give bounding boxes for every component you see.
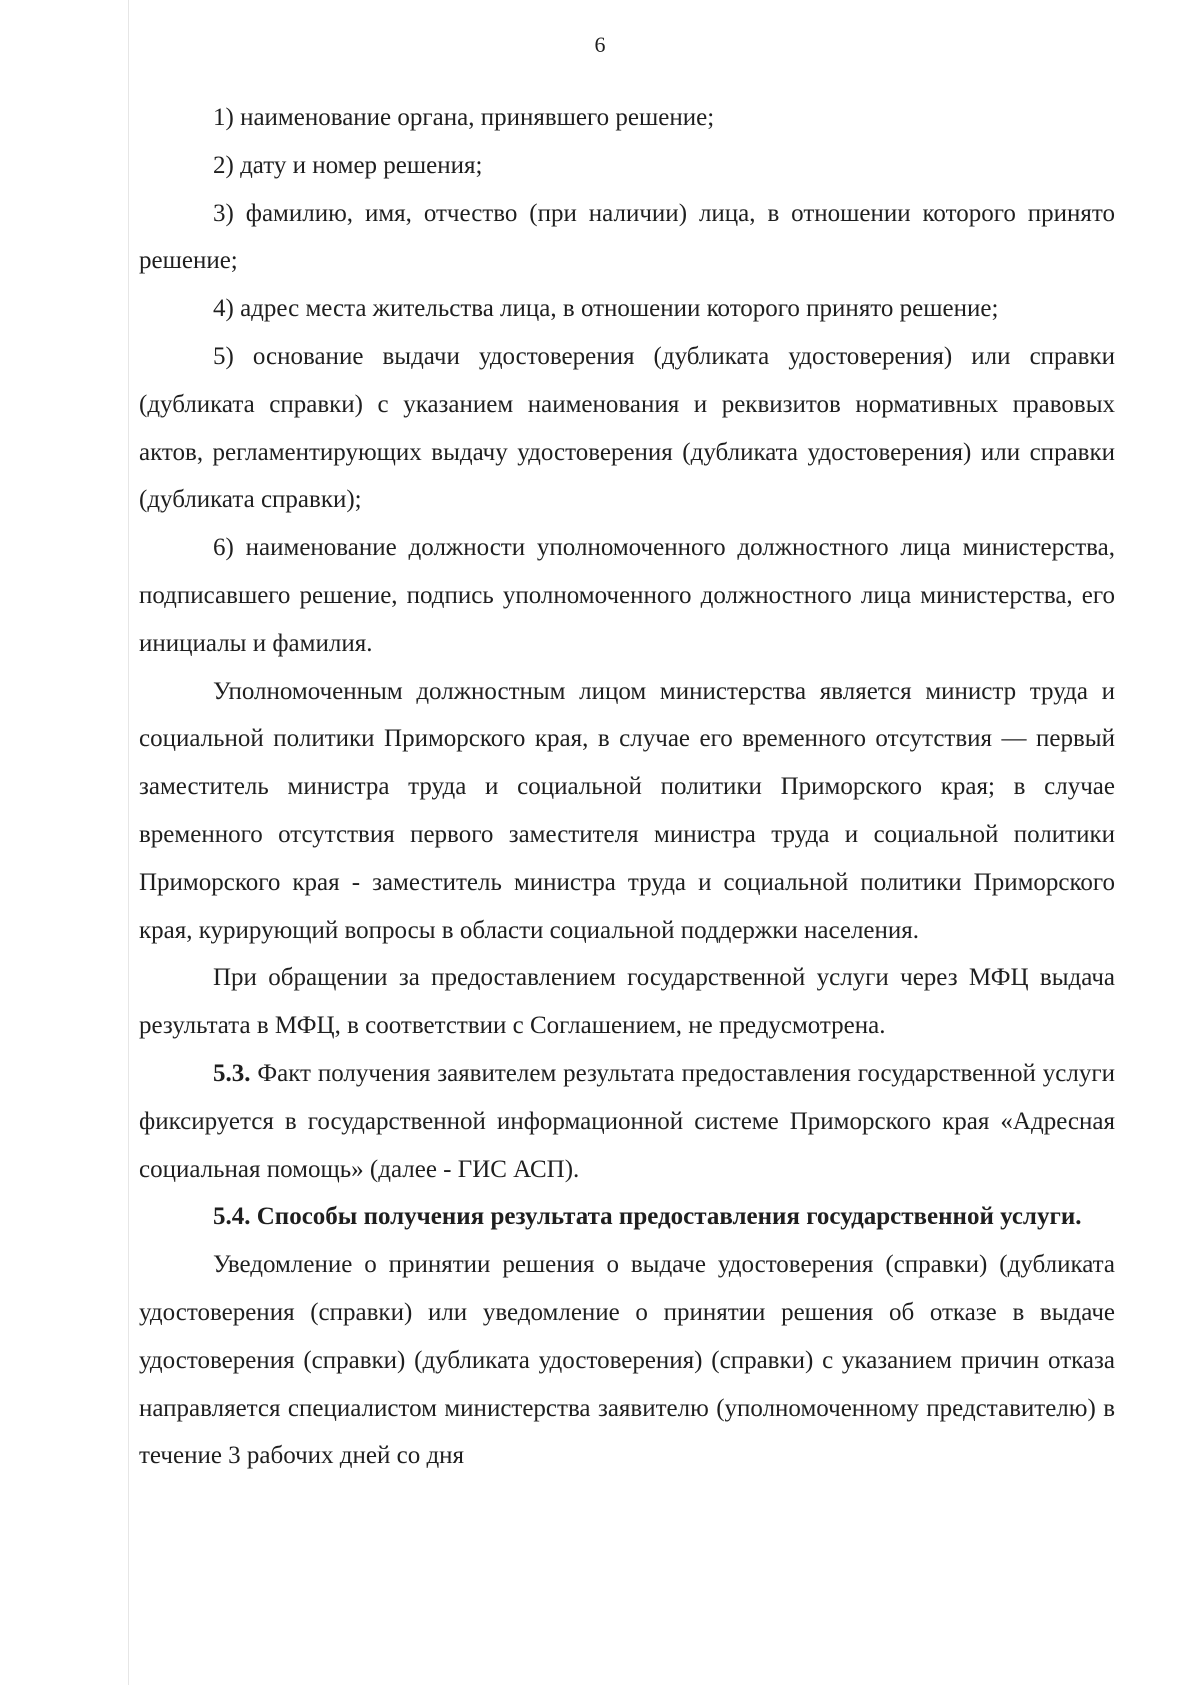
section-5-3-text: Факт получения заявителем результата предоставления государственной услуги фиксируется в государственной информационной системе Приморского края «Адресная социальная помощь» (далее - ГИС АСП). [139, 1059, 1115, 1183]
document-body [139, 94, 1115, 1480]
list-item-1: 1) наименование органа, принявшего решение; [213, 104, 715, 131]
section-5-3-number: 5.3. [213, 1059, 251, 1087]
list-item-3: 3) фамилию, имя, отчество (при наличии) лица, в отношении которого принято решение; [139, 199, 1115, 275]
section-5-4-heading: 5.4. Способы получения результата предоставления государственной услуги. [213, 1203, 1082, 1231]
list-item-2: 2) дату и номер решения; [213, 151, 483, 179]
list-item-6: 6) наименование должности уполномоченного должностного лица министерства, подписавшего решение, подпись уполномоченного должностного лица министерства, его инициалы и фамилия. [139, 534, 1115, 657]
paragraph-authorized-official: Уполномоченным должностным лицом министерства является министр труда и социальной политики Приморского края, в случае его временного отсутствия — первый заместитель министра труда и социальной политики Приморского края; в случае временного отсутствия первого заместителя министра труда и социальной политики Приморского края - заместитель министра труда и социальной политики Приморского края, курирующий вопросы в области социальной поддержки населения. [139, 677, 1115, 944]
paragraph-mfc: При обращении за предоставлением государственной услуги через МФЦ выдача результата в МФЦ, в соответствии с Соглашением, не предусмотрена. [139, 964, 1115, 1040]
list-item-4: 4) адрес места жительства лица, в отношении которого принято решение; [213, 295, 999, 323]
list-item-5: 5) основание выдачи удостоверения (дубликата удостоверения) или справки (дубликата справки) с указанием наименования и реквизитов нормативных правовых актов, регламентирующих выдачу удостоверения (дубликата удостоверения) или справки (дубликата справки); [139, 342, 1115, 514]
scan-edge-line [128, 0, 129, 1685]
section-5-3 [139, 1050, 1115, 1193]
page-number: 6 [594, 32, 606, 57]
paragraph-notification: Уведомление о принятии решения о выдаче удостоверения (справки) (дубликата удостоверения (справки) или уведомление о принятии решения об отказе в выдаче удостоверения (справки) (дубликата удостоверения) (справки) с указанием причин отказа направляется специалистом министерства заявителю (уполномоченному представителю) в течение 3 рабочих дней со дня [139, 1251, 1115, 1470]
